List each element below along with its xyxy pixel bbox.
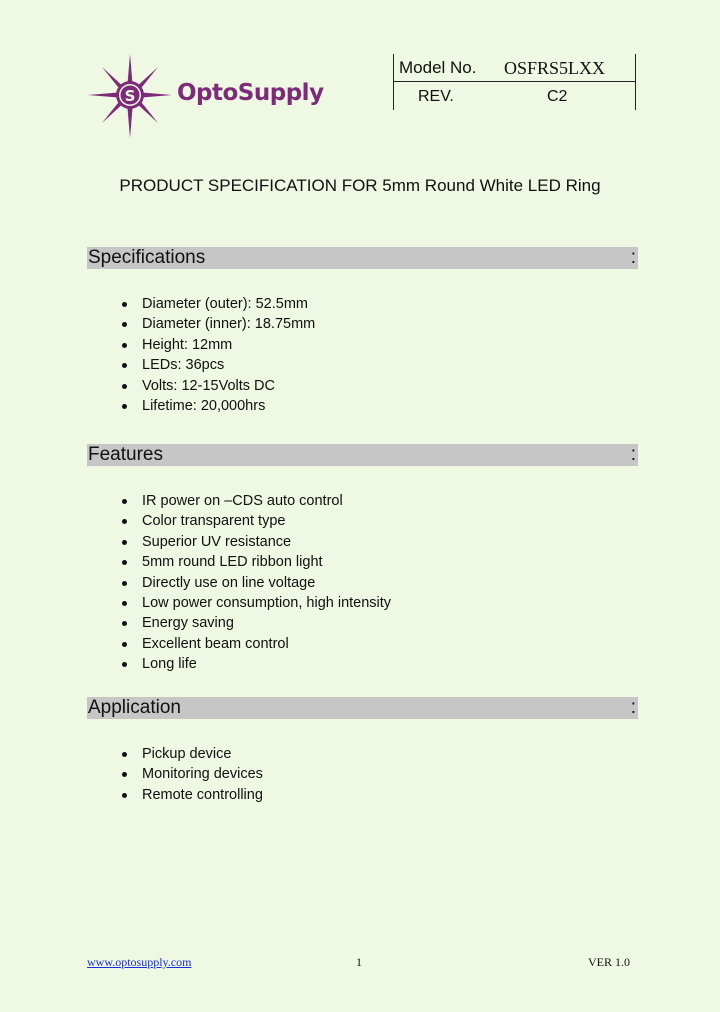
section-title: Features [88, 444, 163, 465]
page-number: 1 [356, 955, 362, 969]
list-item: Superior UV resistance [142, 532, 391, 552]
star-logo-icon [88, 54, 172, 138]
features-list [142, 491, 391, 675]
rev-value: C2 [547, 88, 568, 105]
specifications-list [142, 294, 315, 416]
section-colon: : [630, 247, 636, 268]
model-row [394, 54, 635, 82]
list-item: Color transparent type [142, 511, 391, 531]
model-info-box [393, 54, 636, 110]
version-label: VER 1.0 [588, 955, 630, 969]
model-value: OSFRS5LXX [504, 58, 606, 78]
list-item: Low power consumption, high intensity [142, 593, 391, 613]
list-item: LEDs: 36pcs [142, 355, 315, 375]
list-item: Long life [142, 654, 391, 674]
company-logo [88, 54, 328, 134]
list-item: Lifetime: 20,000hrs [142, 396, 315, 416]
rev-label: REV. [418, 88, 454, 105]
list-item: Height: 12mm [142, 335, 315, 355]
section-colon: : [630, 697, 636, 718]
logo-letter: S [124, 87, 136, 105]
list-item: IR power on –CDS auto control [142, 491, 391, 511]
model-label: Model No. [399, 58, 477, 77]
section-header-application [87, 697, 638, 719]
list-item: 5mm round LED ribbon light [142, 552, 391, 572]
list-item: Directly use on line voltage [142, 573, 391, 593]
list-item: Monitoring devices [142, 764, 263, 784]
section-title: Application [88, 697, 181, 718]
website-link[interactable]: www.optosupply.com [87, 955, 192, 969]
section-colon: : [630, 444, 636, 465]
section-title: Specifications [88, 247, 206, 268]
section-header-specifications [87, 247, 638, 269]
list-item: Remote controlling [142, 785, 263, 805]
list-item: Diameter (inner): 18.75mm [142, 314, 315, 334]
rev-row [394, 82, 635, 109]
list-item: Volts: 12-15Volts DC [142, 376, 315, 396]
document-title: PRODUCT SPECIFICATION FOR 5mm Round White LED Ring [119, 176, 601, 195]
list-item: Diameter (outer): 52.5mm [142, 294, 315, 314]
brand-name: OptoSupply [177, 80, 324, 106]
list-item: Pickup device [142, 744, 263, 764]
section-header-features [87, 444, 638, 466]
list-item: Excellent beam control [142, 634, 391, 654]
application-list [142, 744, 263, 805]
list-item: Energy saving [142, 613, 391, 633]
